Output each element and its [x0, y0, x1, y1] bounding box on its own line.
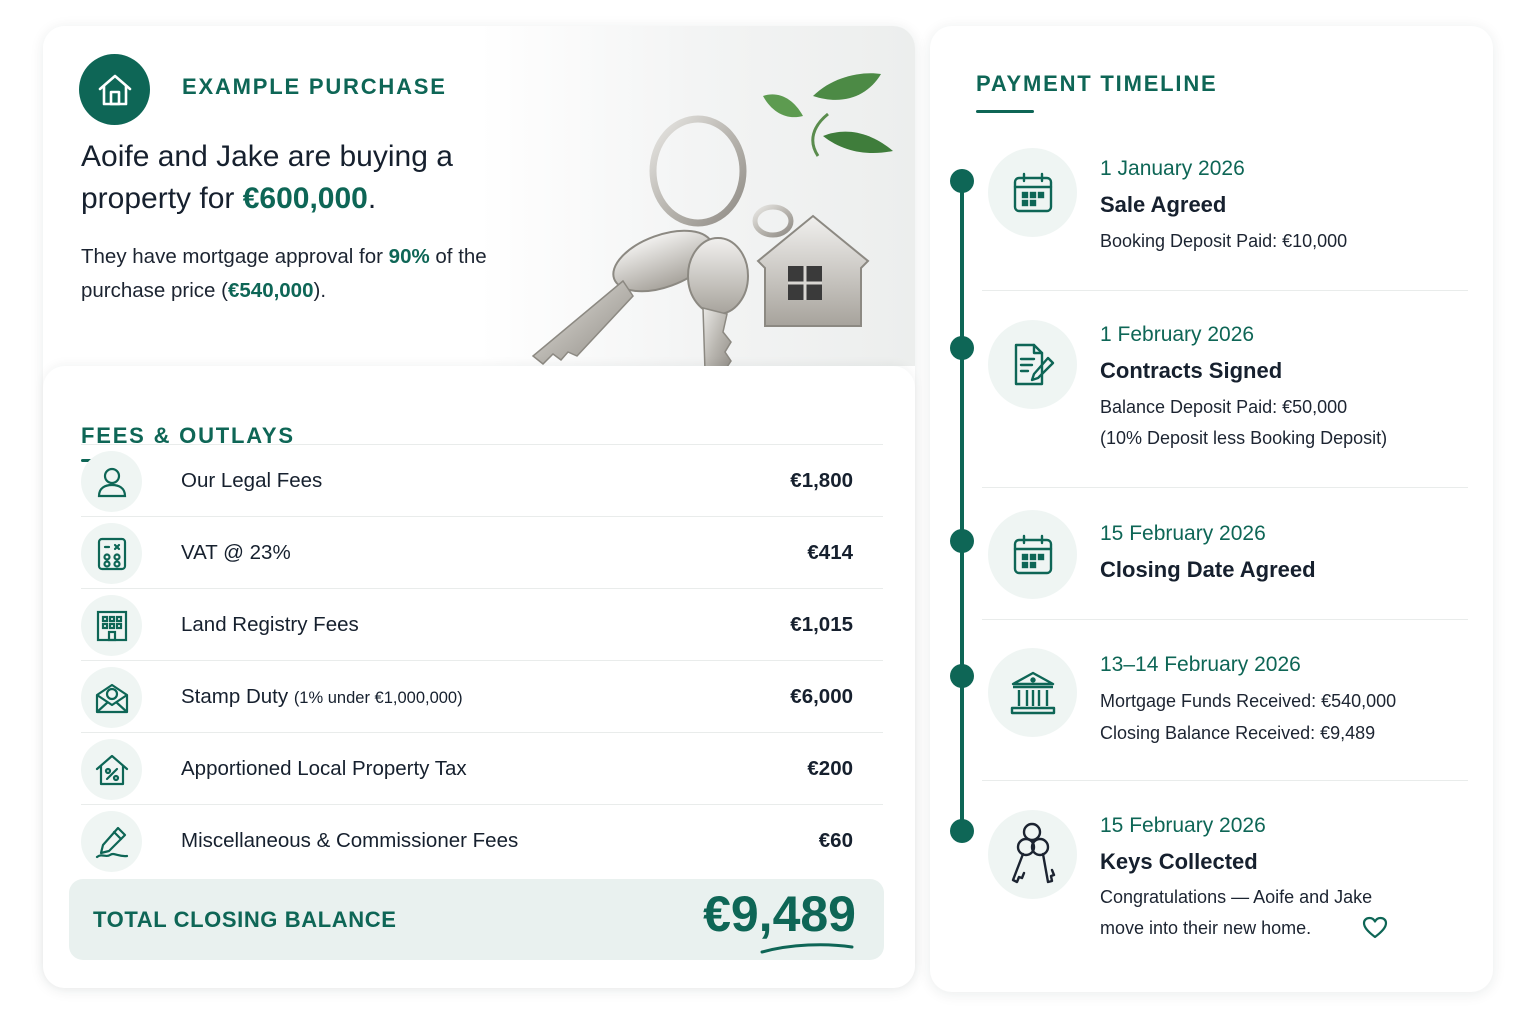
house-percent-icon	[81, 739, 142, 800]
fee-row-land-registry	[81, 588, 883, 660]
event-date: 15 February 2026	[1100, 814, 1266, 837]
envelope-euro-icon	[81, 667, 142, 728]
fee-value: €60	[818, 829, 853, 852]
house-icon	[79, 54, 150, 125]
payment-timeline-card	[930, 26, 1493, 992]
fee-row-legal	[81, 444, 883, 516]
fee-row-property-tax	[81, 732, 883, 804]
bank-icon	[988, 648, 1077, 737]
timeline-dot	[950, 664, 974, 688]
fees-title: FEES & OUTLAYS	[81, 423, 295, 448]
timeline-dot	[950, 529, 974, 553]
total-closing-balance	[69, 879, 884, 960]
purchase-price: €600,000	[242, 182, 368, 215]
event-date: 1 February 2026	[1100, 323, 1255, 346]
fee-row-stamp-duty	[81, 660, 883, 732]
timeline-title: PAYMENT TIMELINE	[976, 71, 1218, 96]
timeline-dot	[950, 819, 974, 843]
calendar-icon	[988, 510, 1077, 599]
fee-value: €1,015	[790, 613, 853, 636]
timeline-line	[960, 181, 964, 831]
fee-row-vat	[81, 516, 883, 588]
event-title: Contracts Signed	[1100, 358, 1283, 383]
timeline-dot	[950, 336, 974, 360]
person-icon	[81, 451, 142, 512]
event-detail: Mortgage Funds Received: €540,000	[1100, 691, 1397, 711]
timeline-separator	[982, 619, 1468, 620]
example-eyebrow: EXAMPLE PURCHASE	[182, 74, 447, 99]
purchase-headline: Aoife and Jake are buying a property for €600,000.	[81, 140, 453, 215]
timeline-separator	[982, 290, 1468, 291]
fee-value: €414	[807, 541, 853, 564]
timeline-separator	[982, 780, 1468, 781]
event-detail: Congratulations — Aoife and Jake	[1100, 887, 1373, 907]
building-icon	[81, 595, 142, 656]
event-detail: Booking Deposit Paid: €10,000	[1100, 231, 1348, 251]
event-title: Sale Agreed	[1100, 192, 1227, 217]
keys-illustration	[473, 56, 913, 366]
mortgage-approval-text: They have mortgage approval for 90% of the purchase price (€540,000).	[81, 245, 487, 302]
fee-label: Apportioned Local Property Tax	[181, 757, 467, 780]
fee-value: €6,000	[790, 685, 853, 708]
calculator-icon	[81, 523, 142, 584]
timeline-dot	[950, 169, 974, 193]
fee-label: VAT @ 23%	[181, 541, 291, 564]
purchase-card	[43, 26, 915, 988]
event-detail: Closing Balance Received: €9,489	[1100, 723, 1376, 743]
timeline-title-underline	[976, 110, 1034, 113]
event-date: 13–14 February 2026	[1100, 653, 1301, 676]
event-title: Closing Date Agreed	[1100, 557, 1316, 582]
fee-value: €200	[807, 757, 853, 780]
example-purchase-section	[43, 26, 915, 366]
total-value: €9,489	[703, 886, 856, 942]
event-detail: (10% Deposit less Booking Deposit)	[1100, 428, 1388, 448]
event-date: 15 February 2026	[1100, 522, 1266, 545]
fee-label: Stamp Duty (1% under €1,000,000)	[181, 685, 463, 708]
fee-label: Land Registry Fees	[181, 613, 359, 636]
timeline-separator	[982, 487, 1468, 488]
fee-label: Our Legal Fees	[181, 469, 323, 492]
fee-label: Miscellaneous & Commissioner Fees	[181, 829, 519, 852]
keys-icon	[988, 810, 1077, 899]
calendar-icon	[988, 148, 1077, 237]
total-label: TOTAL CLOSING BALANCE	[93, 907, 397, 932]
fee-value: €1,800	[790, 469, 853, 492]
heart-icon	[1362, 916, 1388, 940]
fee-note: (1% under €1,000,000)	[293, 689, 463, 707]
total-underline-swoosh	[756, 939, 856, 955]
pen-signature-icon	[81, 811, 142, 872]
event-date: 1 January 2026	[1100, 157, 1245, 180]
document-pen-icon	[988, 320, 1077, 409]
event-detail: move into their new home.	[1100, 918, 1312, 938]
fee-row-misc	[81, 804, 883, 876]
event-title: Keys Collected	[1100, 849, 1258, 874]
event-detail: Balance Deposit Paid: €50,000	[1100, 397, 1348, 417]
